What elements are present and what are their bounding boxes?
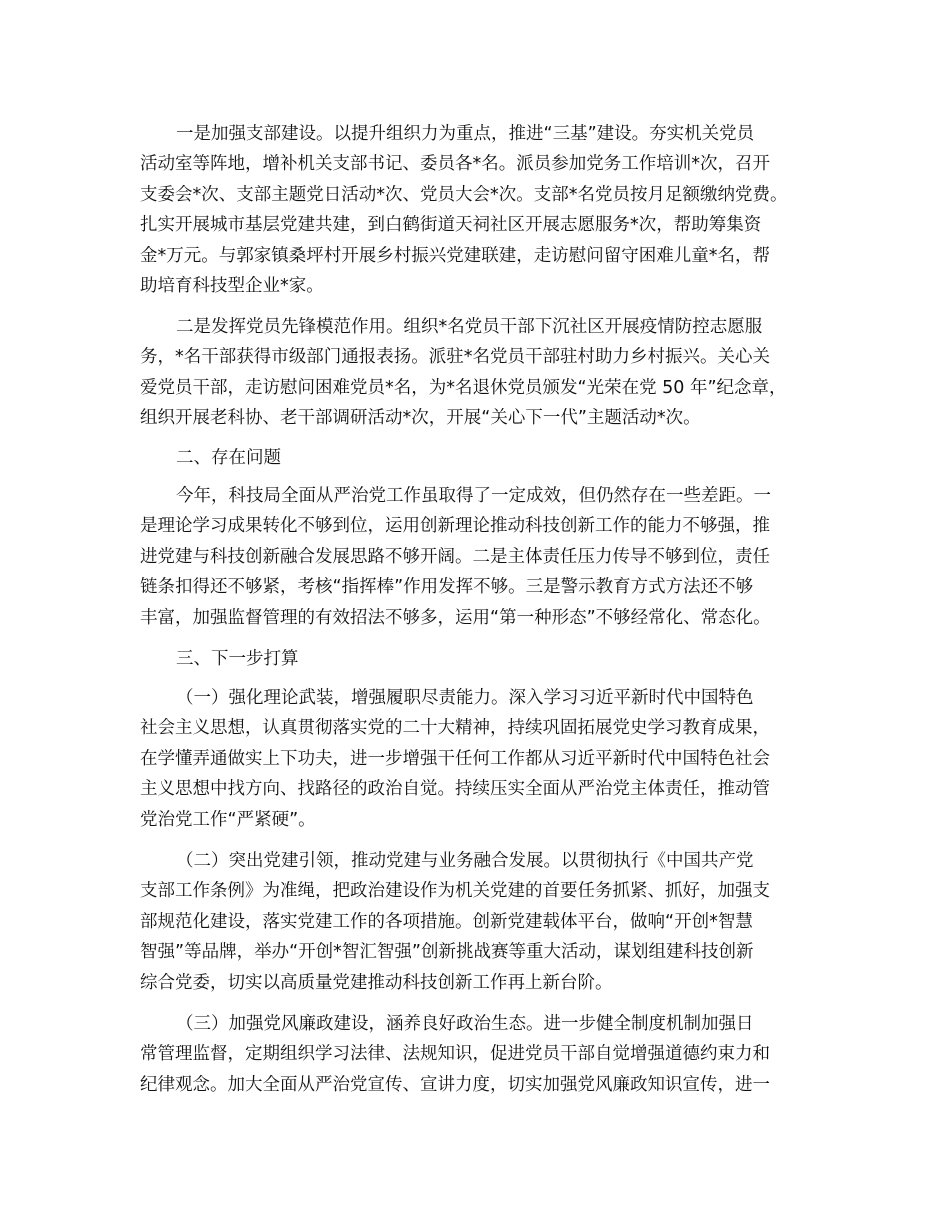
text-line: 主义思想中找方向、找路径的政治自觉。持续压实全面从严治党主体责任，推动管 [140,779,770,800]
section-heading-problems [140,443,830,473]
text-line: 部规范化建设，落实党建工作的各项措施。创新党建载体平台，做响“开创*智慧 [140,911,753,932]
text-line: 智强”等品牌，举办“开创*智汇智强”创新挑战赛等重大活动，谋划组建科技创新 [140,942,754,963]
text-line: 活动室等阵地，增补机关支部书记、委员各*名。派员参加党务工作培训*次，召开 [140,154,770,175]
text-line: 纪律观念。加大全面从严治党宣传、宣讲力度，切实加强党风廉政知识宣传，进一 [140,1074,770,1095]
text-line: 党治党工作“严紧硬”。 [140,809,316,830]
text-line: 爱党员干部，走访慰问困难党员*名，为*名退休党员颁发“光荣在党 50 年”纪念章， [140,377,787,398]
text-line: 是理论学习成果转化不够到位，运用创新理论推动科技创新工作的能力不够强，推 [140,516,770,537]
paragraph-theory-arming [140,683,830,835]
heading-text: 二、存在问题 [176,448,281,468]
text-line: 综合党委，切实以高质量党建推动科技创新工作再上新台阶。 [140,972,613,993]
paragraph-vanguard-role [140,312,830,434]
text-line: 社会主义思想，认真贯彻落实党的二十大精神，持续巩固拓展党史学习教育成果， [140,718,770,739]
text-line: （一）强化理论武装，增强履职尽责能力。深入学习习近平新时代中国特色 [176,688,754,708]
text-line: 助培育科技型企业*家。 [140,275,324,296]
text-line: 今年，科技局全面从严治党工作虽取得了一定成效，但仍然存在一些差距。一 [176,486,771,506]
text-line: 常管理监督，定期组织学习法律、法规知识，促进党员干部自觉增强道德约束力和 [140,1044,770,1065]
text-line: （三）加强党风廉政建设，涵养良好政治生态。进一步健全制度机制加强日 [176,1014,754,1034]
paragraph-integrity-building [140,1009,830,1100]
paragraph-party-building-lead [140,846,830,998]
text-line: 金*万元。与郭家镇桑坪村开展乡村振兴党建联建，走访慰问留守困难儿童*名，帮 [140,245,770,266]
text-line: 支委会*次、支部主题党日活动*次、党员大会*次。支部*名党员按月足额缴纳党费。 [140,184,788,205]
text-line: 组织开展老科协、老干部调研活动*次，开展“关心下一代”主题活动*次。 [140,408,701,429]
text-line: 支部工作条例》为准绳，把政治建设作为机关党建的首要任务抓紧、抓好，加强支 [140,881,770,902]
text-line: 扎实开展城市基层党建共建，到白鹤街道天祠社区开展志愿服务*次，帮助筹集资 [140,215,762,236]
section-heading-next-steps [140,644,830,674]
text-line: 务，*名干部获得市级部门通报表扬。派驻*名党员干部驻村助力乡村振兴。关心关 [140,347,770,368]
paragraph-problems [140,481,830,633]
heading-text: 三、下一步打算 [176,649,299,669]
text-line: 链条扣得还不够紧，考核“指挥棒”作用发挥不够。三是警示教育方式方法还不够 [140,577,754,598]
text-line: 丰富，加强监督管理的有效招法不够多，运用“第一种形态”不够经常化、常态化。 [140,607,771,628]
text-line: 二是发挥党员先锋模范作用。组织*名党员干部下沉社区开展疫情防控志愿服 [176,317,763,337]
text-line: 在学懂弄通做实上下功夫，进一步增强干任何工作都从习近平新时代中国特色社会 [140,748,770,769]
text-line: 一是加强支部建设。以提升组织力为重点，推进“三基”建设。夯实机关党员 [176,124,755,144]
text-line: 进党建与科技创新融合发展思路不够开阔。二是主体责任压力传导不够到位，责任 [140,546,770,567]
text-line: （二）突出党建引领，推动党建与业务融合发展。以贯彻执行《中国共产党 [176,851,754,871]
paragraph-strengthen-branch [140,119,830,301]
